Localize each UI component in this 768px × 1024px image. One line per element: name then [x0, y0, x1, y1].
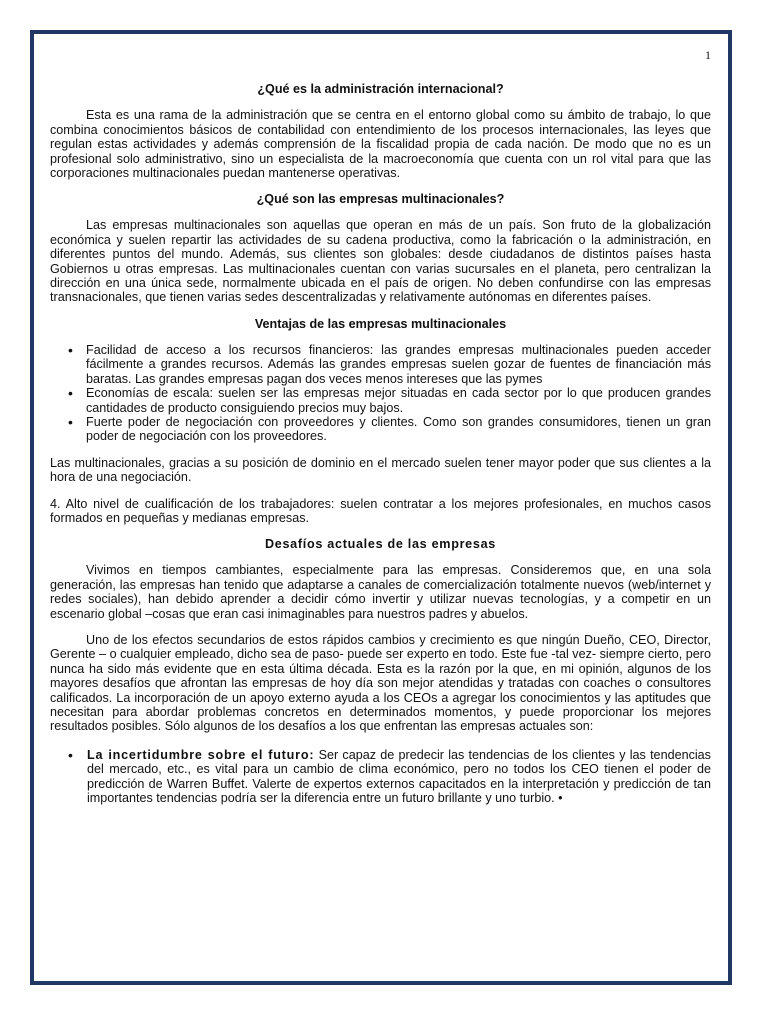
list-item: • Fuerte poder de negociación con proveedores y clientes. Como son grandes consumidores, tienen un gran poder de negociación con los proveedores.	[50, 415, 711, 444]
paragraph-efectos-secundarios: Uno de los efectos secundarios de estos rápidos cambios y crecimiento es que ningún Dueño, CEO, Director, Gerente – o cualquier empleado, dicho sea de paso- puede ser experto en todo. Este fue -tal vez- siempre cierto, pero nunca ha sido más evidente que en esta última década. Esta es la razón por la que, en mi opinión, algunos de los mayores desafíos que afrontan las empresas de hoy día son mejor atendidas y tratadas con coaches o consultores calificados. La incorporación de un apoyo externo ayuda a los CEOs a agregar los conocimientos y las aptitudes que necesitan para abordar problemas concretos en determinados momentos, y puede proporcionar los mejores resultados posibles. Sólo algunos de los desafíos a los que enfrentan las empresas actuales son:	[50, 632, 711, 734]
page-frame	[30, 30, 732, 985]
paragraph-cualificacion: 4. Alto nivel de cualificación de los trabajadores: suelen contratar a los mejores profesionales, en muchos casos formados en pequeñas y medianas empresas.	[50, 496, 711, 525]
heading-empresas-multinacionales: ¿Qué son las empresas multinacionales?	[256, 192, 505, 207]
desafios-list	[50, 748, 711, 806]
heading-desafios: Desafíos actuales de las empresas	[264, 537, 496, 552]
ventajas-list	[50, 343, 711, 444]
paragraph-posicion-dominio: Las multinacionales, gracias a su posición de dominio en el mercado suelen tener mayor poder que sus clientes a la hora de una negociación.	[50, 455, 711, 485]
paragraph-multinacionales: Las empresas multinacionales son aquellas que operan en más de un país. Son fruto de la globalización económica y suelen repartir las actividades de su cadena productiva, como la fabricación o la administración, en diferentes puntos del mundo. Además, sus clientes son globales: desde ciudadanos de distintos países hasta Gobiernos u otras empresas. Las multinacionales cuentan con varias sucursales en el planeta, pero centralizan la dirección en una única sede, normalmente ubicada en el país de origen. No deben confundirse con las empresas transnacionales, que tienen varias sedes descentralizadas y relativamente autónomas en diferentes países.	[50, 218, 711, 305]
list-item	[50, 748, 711, 806]
heading-administracion-internacional: ¿Qué es la administración internacional?	[257, 82, 504, 97]
list-item: • Economías de escala: suelen ser las empresas mejor situadas en cada sector por lo que producen grandes cantidades de producto consiguiendo precios muy bajos.	[50, 386, 711, 415]
paragraph-administracion: Esta es una rama de la administración que se centra en el entorno global como su ámbito de trabajo, lo que combina conocimientos básicos de contabilidad con entendimiento de los procesos internacionales, las leyes que regulan estas actividades y además comprensión de la fiscalidad propia de cada nación. De modo que no es un profesional solo administrativo, sino un especialista de la macroeconomía que cuenta con un rol vital para que las corporaciones multinacionales puedan mantenerse operativas.	[50, 108, 711, 181]
heading-ventajas: Ventajas de las empresas multinacionales	[254, 316, 507, 331]
document-body	[50, 48, 711, 817]
list-item: • Facilidad de acceso a los recursos financieros: las grandes empresas multinacionales pueden acceder fácilmente a grandes recursos. Además las grandes empresas suelen gozar de fuentes de financiación más baratas. Las grandes empresas pagan dos veces menos intereses que las pymes	[50, 343, 711, 386]
page-number: 1	[705, 48, 711, 62]
bullet-lead: La incertidumbre sobre el futuro:	[87, 747, 315, 762]
paragraph-tiempos-cambiantes: Vivimos en tiempos cambiantes, especialmente para las empresas. Consideremos que, en una sola generación, las empresas han tenido que adaptarse a canales de comercialización totalmente nuevos (web/internet y redes sociales), han debido aprender a decidir cómo invertir y utilizar nuevas tecnologías, y a competir en un escenario global –cosas que eran casi inimaginables para nuestros padres y abuelos.	[50, 563, 711, 621]
bullet-text: Ser capaz de predecir las tendencias de los clientes y las tendencias del mercado, etc., es vital para un cambio de clima económico, pero no todos los CEO tienen el poder de predicción de Warren Buffet. Valerte de expertos externos capacitados en la interpretación y predicción de tan importantes tendencias podría ser la diferencia entre un futuro brillante y uno turbio. •	[87, 747, 711, 806]
